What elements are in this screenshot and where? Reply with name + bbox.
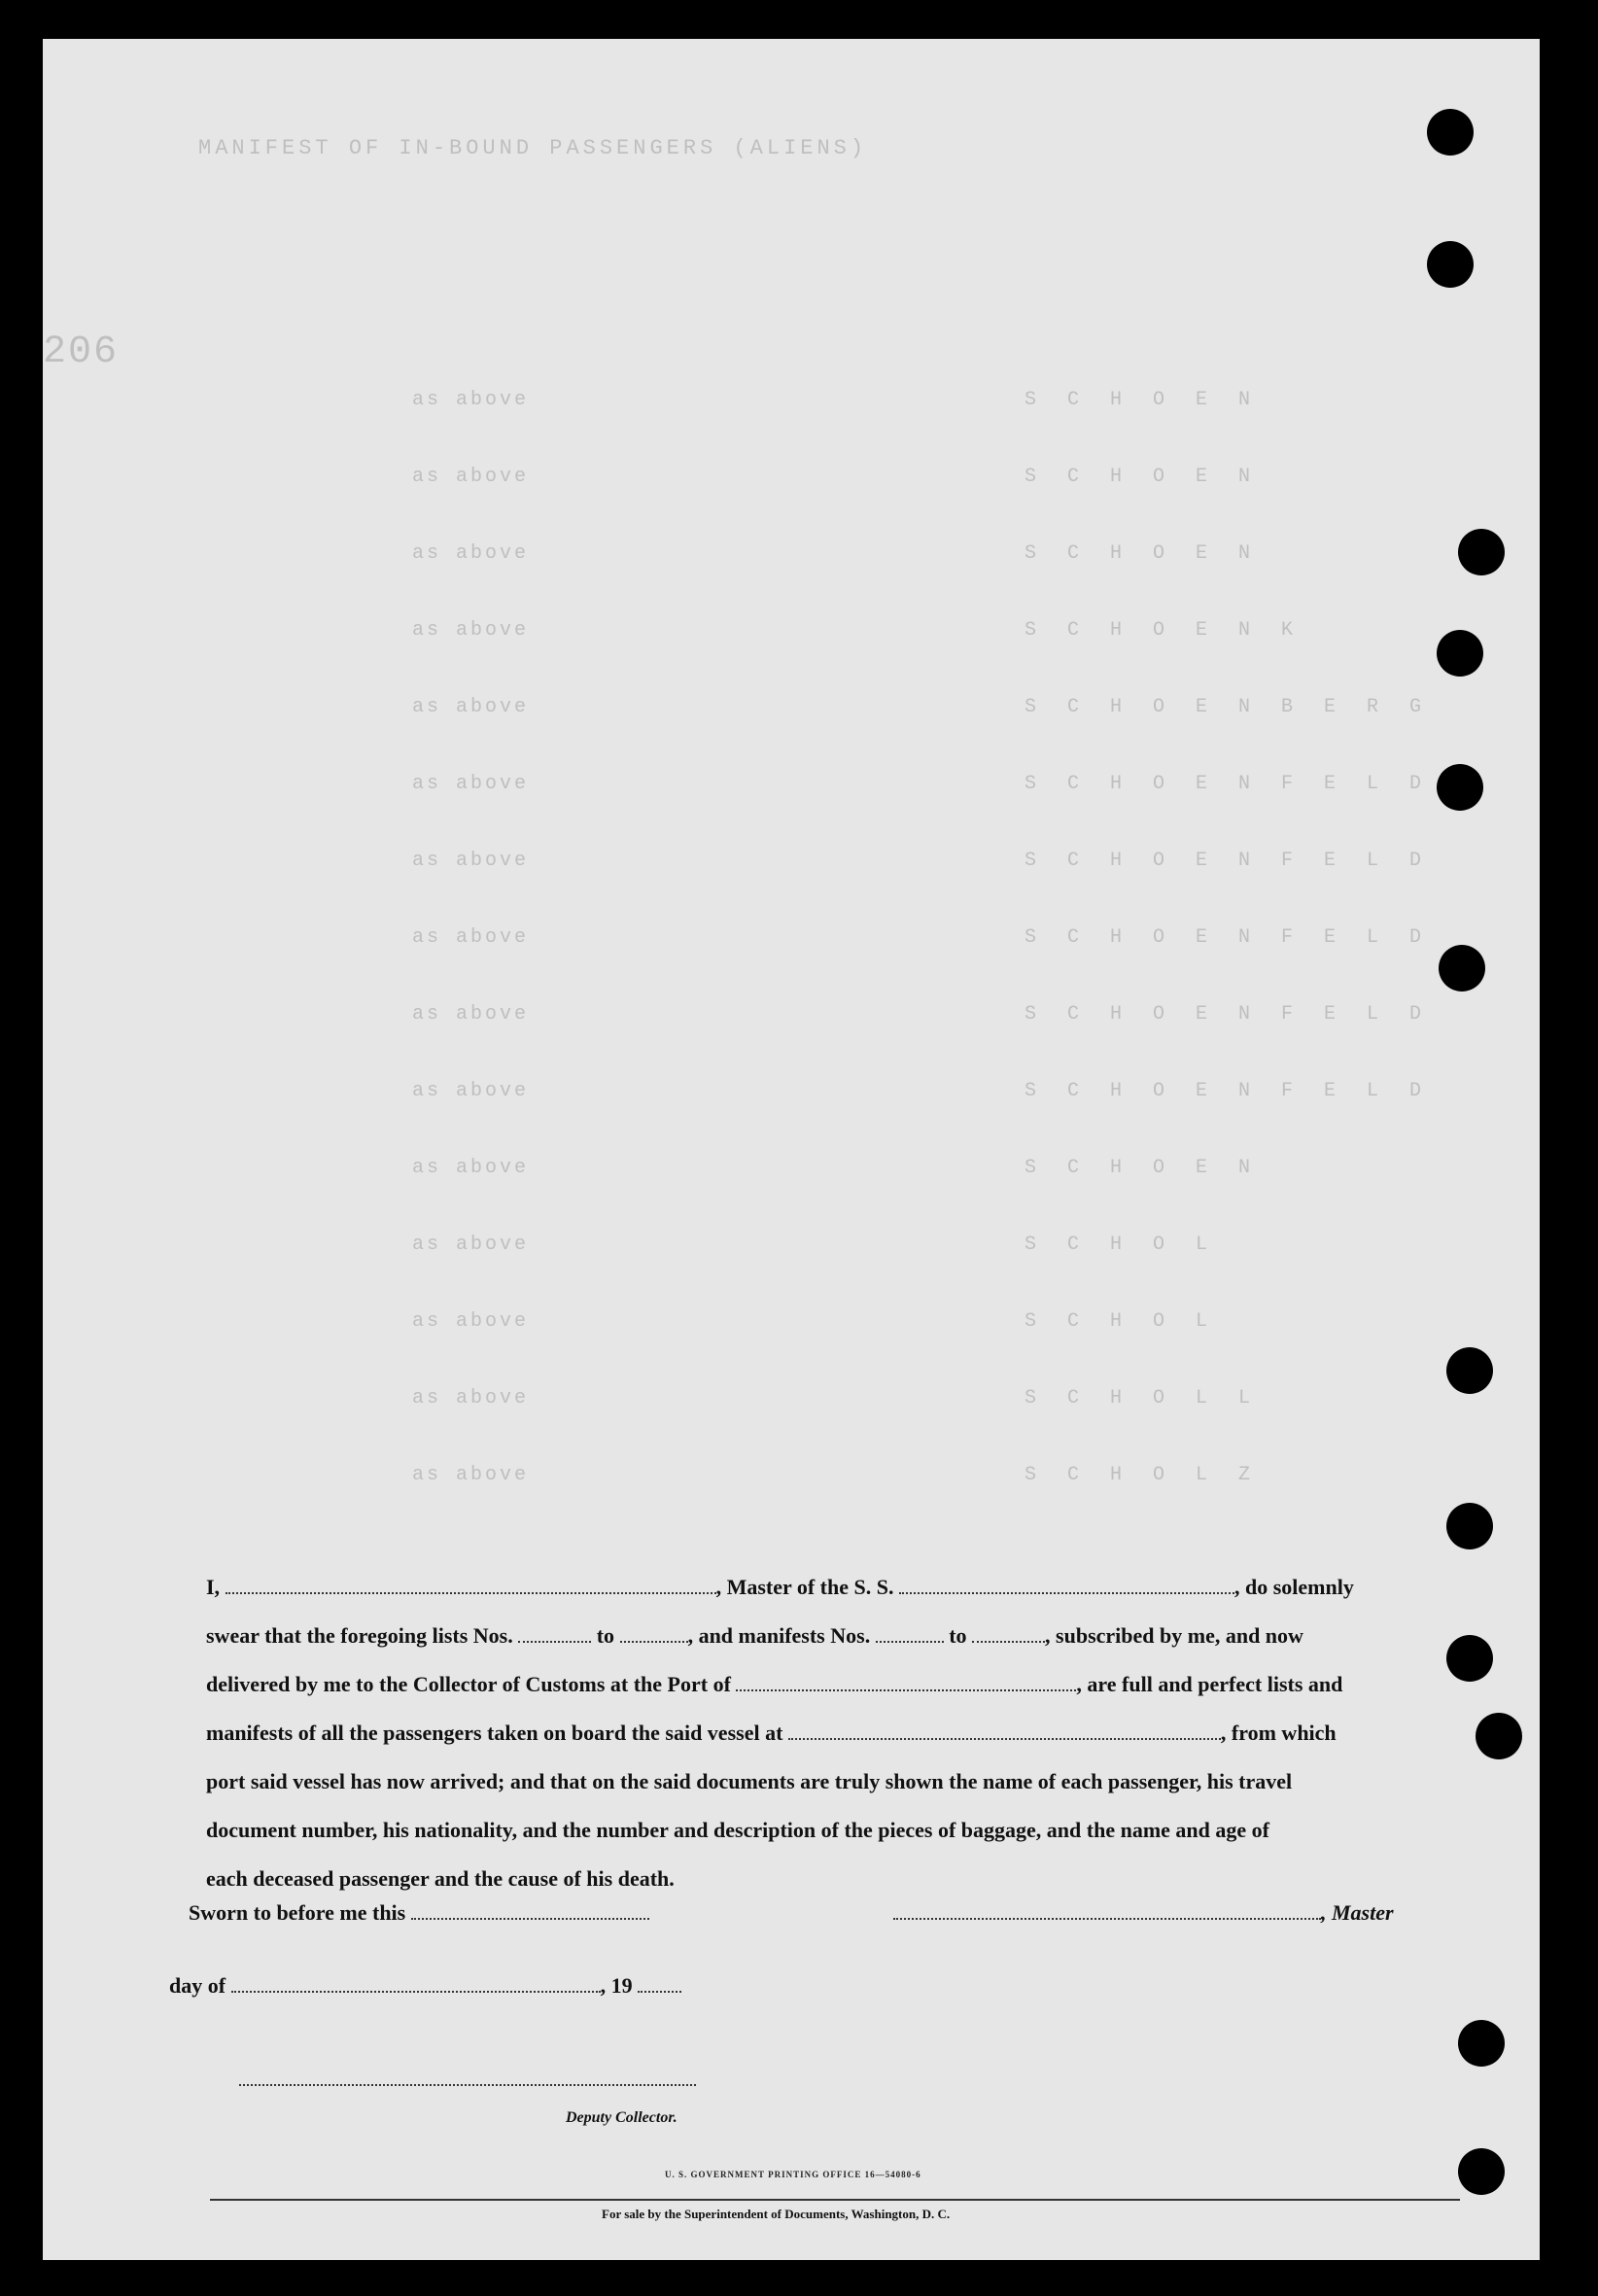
sworn-label: Sworn to before me this bbox=[189, 1900, 406, 1925]
deputy-signature-field[interactable] bbox=[239, 2084, 696, 2086]
port-field[interactable] bbox=[736, 1672, 1076, 1691]
oath-line-6: document number, his nationality, and the number and description of the pieces of baggage, and the name and age of bbox=[206, 1818, 1269, 1842]
ghost-row-name: S C H O L L bbox=[1025, 1387, 1261, 1409]
oath-line-2 bbox=[206, 1612, 1460, 1660]
sworn-day-field[interactable] bbox=[411, 1900, 649, 1920]
footer-text: For sale by the Superintendent of Documents, Washington, D. C. bbox=[602, 2207, 951, 2221]
ghost-row-value: as above bbox=[412, 1157, 530, 1179]
ghost-row-value: as above bbox=[412, 542, 530, 565]
ghost-row-name: S C H O E N F E L D bbox=[1025, 1003, 1432, 1026]
lists-to-field[interactable] bbox=[620, 1623, 688, 1643]
binder-hole bbox=[1437, 630, 1483, 677]
footer-rule bbox=[210, 2199, 1460, 2201]
binder-hole bbox=[1458, 2148, 1505, 2195]
oath-text: I, bbox=[206, 1575, 221, 1599]
binder-hole bbox=[1458, 529, 1505, 575]
ghost-row-value: as above bbox=[412, 466, 530, 488]
ghost-row-value: as above bbox=[412, 926, 530, 949]
binder-hole bbox=[1427, 109, 1474, 156]
ghost-row-name: S C H O E N F E L D bbox=[1025, 850, 1432, 872]
oath-text: , Master of the S. S. bbox=[715, 1575, 894, 1599]
oath-text: , are full and perfect lists and bbox=[1076, 1672, 1343, 1696]
master-label: , Master bbox=[1321, 1900, 1394, 1925]
ghost-row-name: S C H O E N bbox=[1025, 389, 1261, 411]
ghost-row-name: S C H O E N bbox=[1025, 1157, 1261, 1179]
printer-imprint: U. S. GOVERNMENT PRINTING OFFICE 16—54080-6 bbox=[665, 2170, 921, 2179]
ghost-row-name: S C H O E N F E L D bbox=[1025, 773, 1432, 795]
manifests-from-field[interactable] bbox=[876, 1623, 944, 1643]
document-page bbox=[43, 39, 1540, 2260]
oath-text: to bbox=[949, 1623, 967, 1648]
binder-hole bbox=[1446, 1635, 1493, 1682]
year-field[interactable] bbox=[638, 1973, 681, 1993]
ghost-row-name: S C H O E N K bbox=[1025, 619, 1303, 642]
ghost-header: MANIFEST OF IN-BOUND PASSENGERS (ALIENS) bbox=[198, 136, 868, 160]
oath-text: , and manifests Nos. bbox=[687, 1623, 871, 1648]
master-signature-field[interactable] bbox=[893, 1900, 1321, 1920]
month-field[interactable] bbox=[231, 1973, 601, 1993]
binder-hole bbox=[1439, 945, 1485, 991]
day-of-line bbox=[169, 1973, 681, 1999]
lists-from-field[interactable] bbox=[518, 1623, 591, 1643]
ghost-row-value: as above bbox=[412, 389, 530, 411]
binder-hole bbox=[1446, 1347, 1493, 1394]
ghost-row-name: S C H O L Z bbox=[1025, 1464, 1261, 1486]
oath-text: , do solemnly bbox=[1233, 1575, 1354, 1599]
oath-text: , subscribed by me, and now bbox=[1045, 1623, 1303, 1648]
oath-text: swear that the foregoing lists Nos. bbox=[206, 1623, 513, 1648]
year-label: , 19 bbox=[600, 1973, 633, 1998]
master-signature-line bbox=[893, 1900, 1394, 1926]
oath-line-1 bbox=[206, 1563, 1460, 1612]
ghost-row-value: as above bbox=[412, 1387, 530, 1409]
sworn-line bbox=[189, 1900, 649, 1926]
ghost-row-value: as above bbox=[412, 1080, 530, 1102]
oath-text: manifests of all the passengers taken on board the said vessel at bbox=[206, 1721, 783, 1745]
oath-text: to bbox=[596, 1623, 615, 1648]
ghost-row-name: S C H O E N F E L D bbox=[1025, 1080, 1432, 1102]
oath-line-3 bbox=[206, 1660, 1460, 1709]
ghost-row-name: S C H O E N F E L D bbox=[1025, 926, 1432, 949]
ghost-row-value: as above bbox=[412, 1003, 530, 1026]
ghost-row-name: S C H O E N bbox=[1025, 542, 1261, 565]
ghost-row-name: S C H O E N bbox=[1025, 466, 1261, 488]
binder-hole bbox=[1446, 1503, 1493, 1549]
ghost-row-value: as above bbox=[412, 850, 530, 872]
binder-hole bbox=[1427, 241, 1474, 288]
binder-hole bbox=[1437, 764, 1483, 811]
ghost-row-name: S C H O L bbox=[1025, 1234, 1218, 1256]
binder-hole bbox=[1458, 2020, 1505, 2067]
manifests-to-field[interactable] bbox=[972, 1623, 1045, 1643]
vessel-name-field[interactable] bbox=[899, 1575, 1234, 1594]
day-of-label: day of bbox=[169, 1973, 226, 1998]
oath-text: , from which bbox=[1220, 1721, 1337, 1745]
ghost-row-value: as above bbox=[412, 1234, 530, 1256]
ghost-row-name: S C H O L bbox=[1025, 1310, 1218, 1333]
master-name-field[interactable] bbox=[226, 1575, 716, 1594]
oath-text: delivered by me to the Collector of Customs at the Port of bbox=[206, 1672, 731, 1696]
ghost-row-value: as above bbox=[412, 696, 530, 718]
ghost-row-value: as above bbox=[412, 1464, 530, 1486]
oath-line-7: each deceased passenger and the cause of his death. bbox=[206, 1866, 675, 1891]
ghost-page-number: 206 bbox=[43, 330, 120, 374]
ghost-row-value: as above bbox=[412, 619, 530, 642]
ghost-row-name: S C H O E N B E R G bbox=[1025, 696, 1432, 718]
binder-hole bbox=[1476, 1713, 1522, 1759]
deputy-collector-label: Deputy Collector. bbox=[566, 2109, 677, 2126]
oath-line-5: port said vessel has now arrived; and that on the said documents are truly shown the name of each passenger, his travel bbox=[206, 1769, 1293, 1793]
ghost-row-value: as above bbox=[412, 1310, 530, 1333]
oath-line-4 bbox=[206, 1709, 1460, 1757]
departure-port-field[interactable] bbox=[788, 1721, 1221, 1740]
ghost-row-value: as above bbox=[412, 773, 530, 795]
master-oath bbox=[206, 1563, 1460, 1903]
